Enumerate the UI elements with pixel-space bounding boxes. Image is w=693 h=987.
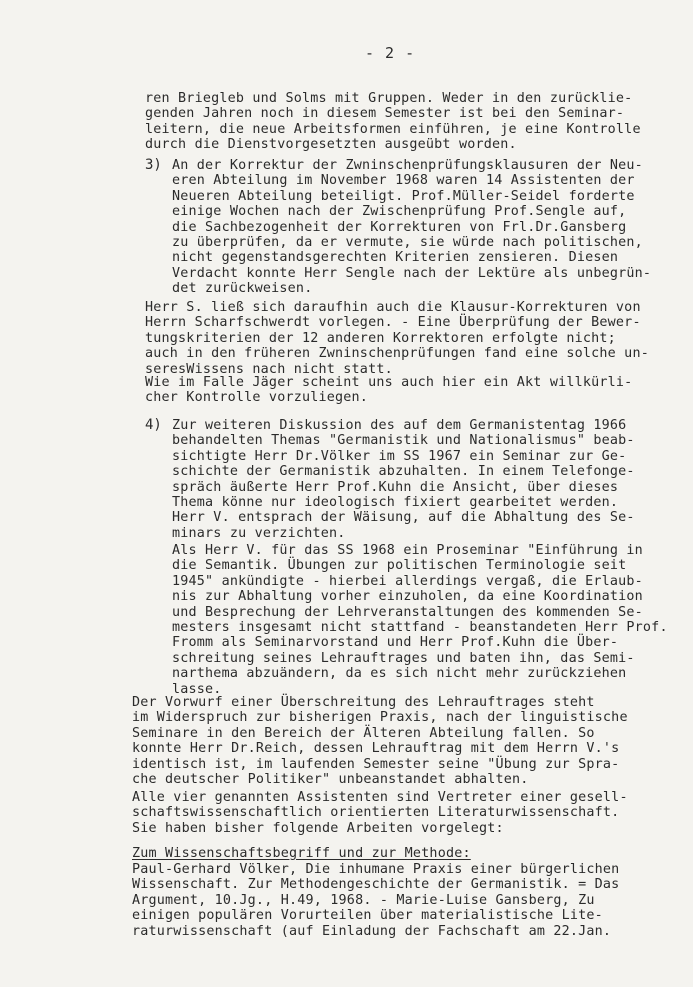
text-line: tungskriterien der 12 anderen Korrektoren erfolgte nicht;: [145, 330, 616, 346]
item-number-3: 3): [145, 157, 162, 173]
text-line: Argument, 10.Jg., H.49, 1968. - Marie-Luise Gansberg, Zu: [132, 892, 595, 908]
text-line: behandelten Themas "Germanistik und Nationalismus" beab-: [172, 433, 635, 449]
text-line: seresWissens nach nicht statt.: [145, 361, 393, 377]
text-line: Paul-Gerhard Völker, Die inhumane Praxis einer bürgerlichen: [132, 862, 620, 877]
text-line: mesters insgesamt nicht stattfand - beanstandeten Herr Prof.: [172, 620, 668, 636]
paragraph-item-3: [172, 158, 651, 297]
text-line: 1945" ankündigte - hierbei allerdings vergaß, die Erlaub-: [172, 573, 643, 589]
text-line: narthema abzuändern, da es sich nicht mehr zurückziehen: [172, 666, 627, 682]
text-line: An der Korrektur der Zwninschenprüfungsklausuren der Neu-: [172, 158, 643, 173]
text-line: Herrn Scharfschwerdt vorlegen. - Eine Überprüfung der Bewer-: [145, 315, 641, 331]
text-line: zu überprüfen, da er vermute, sie würde nach politischen,: [172, 235, 643, 251]
paragraph-8: [132, 790, 628, 836]
text-line: Thema könne nur ideologisch fixiert gearbeitet werden.: [172, 495, 619, 511]
text-line: genden Jahren noch in diesem Semester ist bei den Seminar-: [145, 106, 625, 122]
text-line: Wie im Falle Jäger scheint uns auch hier ein Akt willkürli-: [145, 375, 633, 390]
text-line: konnte Herr Dr.Reich, dessen Lehrauftrag mit dem Herrn V.'s: [132, 741, 620, 757]
text-line: sichtigte Herr Dr.Völker im SS 1967 ein Seminar zur Ge-: [172, 448, 627, 464]
text-line: Wissenschaft. Zur Methodengeschichte der Germanistik. = Das: [132, 877, 620, 893]
text-line: schaftswissenschaftlich orientierten Literaturwissenschaft.: [132, 805, 620, 821]
text-line: Sie haben bisher folgende Arbeiten vorgelegt:: [132, 820, 504, 836]
text-line: lasse.: [172, 681, 222, 697]
paragraph-item-4: [172, 418, 635, 541]
paragraph-1: [145, 91, 641, 153]
heading-text: Zum Wissenschaftsbegriff und zur Methode:: [132, 846, 471, 861]
text-line: minars zu verzichten.: [172, 525, 346, 541]
paragraph-9: [132, 862, 619, 939]
text-line: einige Wochen nach der Zwischenprüfung Prof.Sengle auf,: [172, 204, 627, 220]
text-line: Der Vorwurf einer Überschreitung des Lehrauftrages steht: [132, 695, 595, 710]
text-line: nicht gegenstandsgerechten Kriterien zensieren. Diesen: [172, 250, 619, 266]
text-line: raturwissenschaft (auf Einladung der Fachschaft am 22.Jan.: [132, 923, 612, 939]
text-line: Seminare in den Bereich der Älteren Abteilung fallen. So: [132, 725, 595, 741]
text-line: Fromm als Seminarvorstand und Herr Prof.Kuhn die Über-: [172, 635, 619, 651]
text-line: che deutscher Politiker" unbeanstandet abhalten.: [132, 772, 529, 788]
text-line: nis zur Abhaltung vorher einzuholen, da eine Koordination: [172, 589, 643, 605]
text-line: Verdacht konnte Herr Sengle nach der Lektüre als unbegrün-: [172, 265, 652, 281]
text-line: spräch äußerte Herr Prof.Kuhn die Ansicht, über dieses: [172, 479, 619, 495]
text-line: ren Briegleb und Solms mit Gruppen. Weder in den zurücklie-: [145, 91, 633, 106]
text-line: leitern, die neue Arbeitsformen einführen, je eine Kontrolle: [145, 121, 641, 137]
text-line: Herr V. entsprach der Wäisung, auf die Abhaltung des Se-: [172, 510, 635, 526]
text-line: einigen populären Vorurteilen über materialistische Lite-: [132, 908, 603, 924]
text-line: Herr S. ließ sich daraufhin auch die Klausur-Korrekturen von: [145, 300, 641, 315]
page-number: - 2 -: [365, 44, 416, 62]
text-line: cher Kontrolle vorzuliegen.: [145, 390, 369, 406]
paragraph-7: [132, 695, 628, 787]
text-line: auch in den früheren Zwninschenprüfungen fand eine solche un-: [145, 346, 649, 362]
text-line: Zur weiteren Diskussion des auf dem Germanistentag 1966: [172, 418, 627, 433]
text-line: durch die Dienstvorgesetzten ausgeübt worden.: [145, 137, 517, 153]
text-line: schreitung seines Lehrauftrages und baten ihn, das Semi-: [172, 650, 635, 666]
text-line: im Widerspruch zur bisherigen Praxis, nach der linguistische: [132, 710, 628, 726]
paragraph-3: [145, 300, 649, 377]
text-line: Neueren Abteilung beteiligt. Prof.Müller-Seidel forderte: [172, 188, 635, 204]
item-number-4: 4): [145, 417, 162, 433]
paragraph-4: [145, 375, 632, 406]
text-line: identisch ist, im laufenden Semester seine "Übung zur Spra-: [132, 756, 620, 772]
text-line: det zurückweisen.: [172, 281, 313, 297]
text-line: Als Herr V. für das SS 1968 ein Proseminar "Einführung in: [172, 543, 643, 558]
text-line: die Semantik. Übungen zur politischen Terminologie seit: [172, 558, 627, 574]
text-line: und Besprechung der Lehrveranstaltungen des kommenden Se-: [172, 604, 643, 620]
text-line: schichte der Germanistik abzuhalten. In einem Telefonge-: [172, 464, 635, 480]
text-line: die Sachbezogenheit der Korrekturen von Frl.Dr.Gansberg: [172, 219, 627, 235]
paragraph-6: [172, 543, 668, 697]
text-line: Alle vier genannten Assistenten sind Vertreter einer gesell-: [132, 790, 628, 805]
text-line: eren Abteilung im November 1968 waren 14 Assistenten der: [172, 173, 635, 189]
section-heading: [132, 846, 471, 861]
